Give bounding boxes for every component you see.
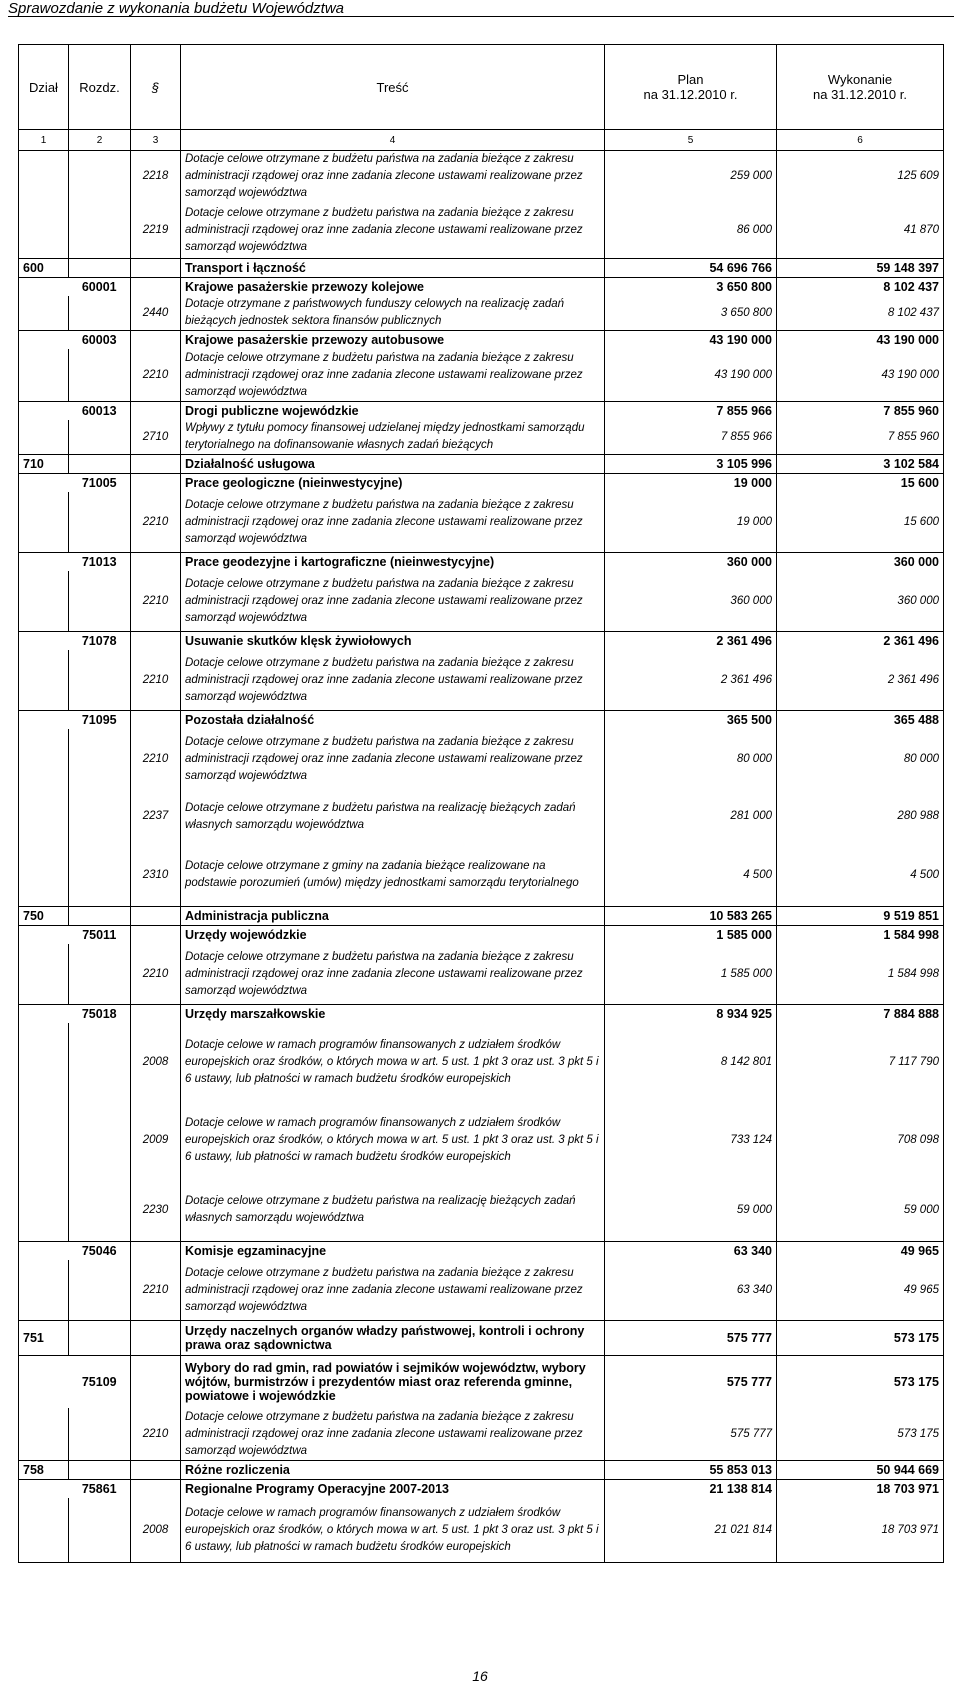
cell-paragraph (131, 278, 181, 297)
cell-plan: 63 340 (605, 1242, 777, 1261)
cell-plan: 360 000 (605, 571, 777, 632)
cell-tresc: Dotacje celowe otrzymane z budżetu państwa na zadania bieżące z zakresu administracji rządowej oraz inne zadania zlecone ustawami realizowane przez samorząd województwa (181, 492, 605, 553)
cell-dzial (19, 711, 69, 730)
table-row (19, 1408, 944, 1461)
table-row (19, 420, 944, 455)
cell-wykonanie: 1 584 998 (777, 926, 944, 945)
cell-rozdzial: 60001 (69, 278, 131, 297)
cell-plan: 2 361 496 (605, 632, 777, 651)
cell-dzial (19, 1242, 69, 1261)
cell-plan: 365 500 (605, 711, 777, 730)
cell-dzial (19, 729, 69, 789)
cell-tresc: Usuwanie skutków klęsk żywiołowych (181, 632, 605, 651)
cell-paragraph (131, 553, 181, 572)
cell-plan: 733 124 (605, 1101, 777, 1179)
cell-paragraph: 2210 (131, 349, 181, 402)
cell-dzial (19, 650, 69, 711)
cell-wykonanie: 8 102 437 (777, 278, 944, 297)
cell-tresc: Dotacje celowe w ramach programów finansowanych z udziałem środków europejskich oraz środków, o których mowa w art. 5 ust. 1 pkt 3 oraz ust. 3 pkt 5 i 6 ustawy, lub płatności w ramach budżetu środków europejskich (181, 1498, 605, 1563)
cell-plan: 55 853 013 (605, 1461, 777, 1480)
cell-tresc: Transport i łączność (181, 259, 605, 278)
cell-plan: 8 934 925 (605, 1005, 777, 1024)
cell-dzial: 758 (19, 1461, 69, 1480)
cell-plan: 8 142 801 (605, 1023, 777, 1101)
cell-plan: 3 105 996 (605, 455, 777, 474)
cell-paragraph: 2210 (131, 944, 181, 1005)
cell-paragraph (131, 402, 181, 421)
cell-paragraph (131, 455, 181, 474)
column-number: 3 (131, 130, 181, 151)
cell-plan: 21 138 814 (605, 1480, 777, 1499)
column-number-row (19, 130, 944, 151)
table-row (19, 402, 944, 421)
header-row (19, 45, 944, 130)
header-plan (605, 45, 777, 130)
table-row (19, 278, 944, 297)
table-row (19, 1005, 944, 1024)
cell-dzial (19, 420, 69, 455)
cell-tresc: Krajowe pasażerskie przewozy kolejowe (181, 278, 605, 297)
table-row (19, 296, 944, 331)
cell-plan: 19 000 (605, 474, 777, 493)
cell-wykonanie: 1 584 998 (777, 944, 944, 1005)
cell-dzial (19, 1023, 69, 1101)
cell-wykonanie: 50 944 669 (777, 1461, 944, 1480)
cell-paragraph: 2210 (131, 650, 181, 711)
column-number: 4 (181, 130, 605, 151)
column-number: 6 (777, 130, 944, 151)
cell-rozdzial (69, 420, 131, 455)
cell-rozdzial: 71078 (69, 632, 131, 651)
cell-dzial (19, 571, 69, 632)
cell-rozdzial (69, 492, 131, 553)
cell-tresc: Pozostała działalność (181, 711, 605, 730)
cell-rozdzial: 71013 (69, 553, 131, 572)
cell-tresc: Krajowe pasażerskie przewozy autobusowe (181, 331, 605, 350)
cell-tresc: Dotacje celowe otrzymane z budżetu państwa na realizację bieżących zadań własnych samorządu województwa (181, 1179, 605, 1242)
title-divider (8, 16, 954, 17)
cell-plan: 54 696 766 (605, 259, 777, 278)
cell-wykonanie: 125 609 (777, 151, 944, 203)
table-row (19, 907, 944, 926)
cell-tresc: Dotacje celowe w ramach programów finansowanych z udziałem środków europejskich oraz środków, o których mowa w art. 5 ust. 1 pkt 3 oraz ust. 3 pkt 5 i 6 ustawy, lub płatności w ramach budżetu środków europejskich (181, 1023, 605, 1101)
cell-paragraph: 2218 (131, 151, 181, 203)
table-row (19, 844, 944, 907)
cell-plan: 575 777 (605, 1408, 777, 1461)
table-row (19, 202, 944, 259)
table-row (19, 1242, 944, 1261)
cell-tresc: Wpływy z tytułu pomocy finansowej udzielanej między jednostkami samorządu terytorialnego na dofinansowanie własnych zadań bieżących (181, 420, 605, 455)
cell-plan: 59 000 (605, 1179, 777, 1242)
cell-paragraph (131, 331, 181, 350)
table-row (19, 711, 944, 730)
cell-rozdzial: 75011 (69, 926, 131, 945)
cell-dzial (19, 402, 69, 421)
header-wykonanie (777, 45, 944, 130)
cell-plan: 2 361 496 (605, 650, 777, 711)
cell-tresc: Dotacje celowe otrzymane z budżetu państwa na zadania bieżące z zakresu administracji rządowej oraz inne zadania zlecone ustawami realizowane przez samorząd województwa (181, 1260, 605, 1321)
table-row (19, 331, 944, 350)
table-row (19, 1101, 944, 1179)
header-dzial: Dział (19, 45, 69, 130)
cell-paragraph: 2008 (131, 1023, 181, 1101)
cell-dzial (19, 1260, 69, 1321)
cell-paragraph (131, 1356, 181, 1409)
document-title: Sprawozdanie z wykonania budżetu Województwa (8, 0, 345, 17)
cell-tresc: Administracja publiczna (181, 907, 605, 926)
cell-tresc: Dotacje celowe otrzymane z budżetu państwa na zadania bieżące z zakresu administracji rządowej oraz inne zadania zlecone ustawami realizowane przez samorząd województwa (181, 202, 605, 259)
cell-tresc: Dotacje celowe otrzymane z budżetu państwa na zadania bieżące z zakresu administracji rządowej oraz inne zadania zlecone ustawami realizowane przez samorząd województwa (181, 349, 605, 402)
cell-paragraph (131, 1461, 181, 1480)
cell-tresc: Działalność usługowa (181, 455, 605, 474)
cell-tresc: Prace geodezyjne i kartograficzne (nieinwestycyjne) (181, 553, 605, 572)
cell-wykonanie: 43 190 000 (777, 349, 944, 402)
cell-tresc: Komisje egzaminacyjne (181, 1242, 605, 1261)
cell-rozdzial (69, 1179, 131, 1242)
table-row (19, 1461, 944, 1480)
cell-paragraph (131, 1005, 181, 1024)
cell-rozdzial: 60013 (69, 402, 131, 421)
cell-plan: 86 000 (605, 202, 777, 259)
header-plan-label: Plan (677, 72, 704, 87)
cell-plan: 7 855 966 (605, 420, 777, 455)
cell-tresc: Dotacje celowe otrzymane z budżetu państwa na zadania bieżące z zakresu administracji rządowej oraz inne zadania zlecone ustawami realizowane przez samorząd województwa (181, 729, 605, 789)
cell-tresc: Dotacje celowe otrzymane z budżetu państwa na zadania bieżące z zakresu administracji rządowej oraz inne zadania zlecone ustawami realizowane przez samorząd województwa (181, 151, 605, 203)
cell-paragraph: 2210 (131, 571, 181, 632)
cell-rozdzial: 75046 (69, 1242, 131, 1261)
table-row (19, 1023, 944, 1101)
cell-wykonanie: 80 000 (777, 729, 944, 789)
table-row (19, 1260, 944, 1321)
cell-plan: 10 583 265 (605, 907, 777, 926)
cell-rozdzial (69, 259, 131, 278)
cell-rozdzial (69, 151, 131, 203)
cell-wykonanie: 280 988 (777, 789, 944, 844)
cell-paragraph (131, 711, 181, 730)
cell-tresc: Dotacje celowe otrzymane z budżetu państwa na realizację bieżących zadań własnych samorządu województwa (181, 789, 605, 844)
cell-paragraph: 2210 (131, 1408, 181, 1461)
cell-plan: 43 190 000 (605, 331, 777, 350)
cell-wykonanie: 573 175 (777, 1356, 944, 1409)
cell-paragraph (131, 907, 181, 926)
cell-tresc: Urzędy wojewódzkie (181, 926, 605, 945)
cell-rozdzial: 71005 (69, 474, 131, 493)
table-row (19, 1498, 944, 1563)
cell-paragraph (131, 259, 181, 278)
cell-tresc: Dotacje celowe w ramach programów finansowanych z udziałem środków europejskich oraz środków, o których mowa w art. 5 ust. 1 pkt 3 oraz ust. 3 pkt 5 i 6 ustawy, lub płatności w ramach budżetu środków europejskich (181, 1101, 605, 1179)
cell-rozdzial (69, 1498, 131, 1563)
cell-rozdzial (69, 650, 131, 711)
cell-rozdzial (69, 789, 131, 844)
cell-tresc: Dotacje celowe otrzymane z budżetu państwa na zadania bieżące z zakresu administracji rządowej oraz inne zadania zlecone ustawami realizowane przez samorząd województwa (181, 650, 605, 711)
cell-tresc: Regionalne Programy Operacyjne 2007-2013 (181, 1480, 605, 1499)
table-row (19, 1321, 944, 1356)
cell-plan: 80 000 (605, 729, 777, 789)
column-number: 2 (69, 130, 131, 151)
cell-paragraph (131, 632, 181, 651)
cell-paragraph: 2310 (131, 844, 181, 907)
cell-rozdzial: 60003 (69, 331, 131, 350)
cell-rozdzial (69, 944, 131, 1005)
cell-rozdzial: 75109 (69, 1356, 131, 1409)
cell-wykonanie: 360 000 (777, 553, 944, 572)
cell-wykonanie: 573 175 (777, 1408, 944, 1461)
cell-plan: 259 000 (605, 151, 777, 203)
column-number: 1 (19, 130, 69, 151)
cell-dzial (19, 1480, 69, 1499)
cell-wykonanie: 15 600 (777, 474, 944, 493)
table-row (19, 151, 944, 203)
cell-rozdzial (69, 1321, 131, 1356)
cell-wykonanie: 49 965 (777, 1242, 944, 1261)
cell-paragraph: 2210 (131, 729, 181, 789)
cell-plan: 4 500 (605, 844, 777, 907)
cell-wykonanie: 9 519 851 (777, 907, 944, 926)
table-row (19, 455, 944, 474)
cell-rozdzial (69, 349, 131, 402)
cell-dzial (19, 944, 69, 1005)
table-row (19, 349, 944, 402)
table-row (19, 474, 944, 493)
cell-plan: 281 000 (605, 789, 777, 844)
budget-table (18, 44, 944, 1563)
cell-dzial (19, 151, 69, 203)
cell-wykonanie: 2 361 496 (777, 650, 944, 711)
table-row (19, 553, 944, 572)
table-row (19, 632, 944, 651)
column-number: 5 (605, 130, 777, 151)
cell-paragraph: 2210 (131, 1260, 181, 1321)
cell-plan: 7 855 966 (605, 402, 777, 421)
cell-tresc: Drogi publiczne wojewódzkie (181, 402, 605, 421)
cell-dzial (19, 296, 69, 331)
cell-dzial (19, 926, 69, 945)
cell-rozdzial: 71095 (69, 711, 131, 730)
cell-tresc: Urzędy naczelnych organów władzy państwowej, kontroli i ochrony prawa oraz sądownictwa (181, 1321, 605, 1356)
table-row (19, 1179, 944, 1242)
cell-tresc: Dotacje celowe otrzymane z gminy na zadania bieżące realizowane na podstawie porozumień (umów) między jednostkami samorządu terytorialnego (181, 844, 605, 907)
header-wykonanie-label: Wykonanie (827, 72, 893, 87)
cell-wykonanie: 7 117 790 (777, 1023, 944, 1101)
table-row (19, 944, 944, 1005)
cell-wykonanie: 7 855 960 (777, 402, 944, 421)
table-row (19, 1356, 944, 1409)
header-plan-date: na 31.12.2010 r. (643, 87, 738, 102)
cell-wykonanie: 3 102 584 (777, 455, 944, 474)
cell-dzial: 751 (19, 1321, 69, 1356)
cell-dzial: 710 (19, 455, 69, 474)
cell-rozdzial (69, 729, 131, 789)
cell-paragraph (131, 926, 181, 945)
cell-paragraph (131, 474, 181, 493)
cell-plan: 19 000 (605, 492, 777, 553)
cell-rozdzial (69, 1101, 131, 1179)
cell-wykonanie: 41 870 (777, 202, 944, 259)
cell-plan: 1 585 000 (605, 926, 777, 945)
cell-dzial (19, 278, 69, 297)
cell-rozdzial (69, 1461, 131, 1480)
page-number: 16 (472, 1668, 488, 1684)
table-row (19, 1480, 944, 1499)
header-wykonanie-date: na 31.12.2010 r. (813, 87, 907, 102)
cell-wykonanie: 18 703 971 (777, 1498, 944, 1563)
cell-rozdzial (69, 1023, 131, 1101)
cell-rozdzial: 75018 (69, 1005, 131, 1024)
cell-plan: 21 021 814 (605, 1498, 777, 1563)
table-row (19, 259, 944, 278)
cell-rozdzial (69, 844, 131, 907)
cell-tresc: Dotacje celowe otrzymane z budżetu państwa na zadania bieżące z zakresu administracji rządowej oraz inne zadania zlecone ustawami realizowane przez samorząd województwa (181, 1408, 605, 1461)
cell-rozdzial (69, 571, 131, 632)
cell-dzial (19, 1408, 69, 1461)
cell-dzial (19, 1179, 69, 1242)
cell-dzial (19, 1005, 69, 1024)
cell-wykonanie: 708 098 (777, 1101, 944, 1179)
cell-wykonanie: 4 500 (777, 844, 944, 907)
cell-dzial (19, 492, 69, 553)
cell-dzial: 600 (19, 259, 69, 278)
cell-paragraph: 2219 (131, 202, 181, 259)
cell-dzial (19, 474, 69, 493)
cell-plan: 575 777 (605, 1321, 777, 1356)
table-row (19, 492, 944, 553)
table-row (19, 571, 944, 632)
table-row (19, 729, 944, 789)
cell-plan: 3 650 800 (605, 296, 777, 331)
cell-tresc: Urzędy marszałkowskie (181, 1005, 605, 1024)
cell-dzial (19, 789, 69, 844)
cell-tresc: Wybory do rad gmin, rad powiatów i sejmików województw, wybory wójtów, burmistrzów i prezydentów miast oraz referenda gminne, powiatowe i wojewódzkie (181, 1356, 605, 1409)
header-rozdz: Rozdz. (69, 45, 131, 130)
cell-dzial (19, 1498, 69, 1563)
cell-wykonanie: 2 361 496 (777, 632, 944, 651)
header-paragraph: § (131, 45, 181, 130)
table-row (19, 926, 944, 945)
budget-rows (19, 151, 944, 1563)
cell-wykonanie: 573 175 (777, 1321, 944, 1356)
cell-dzial (19, 844, 69, 907)
cell-wykonanie: 8 102 437 (777, 296, 944, 331)
cell-plan: 43 190 000 (605, 349, 777, 402)
cell-plan: 3 650 800 (605, 278, 777, 297)
cell-dzial (19, 202, 69, 259)
cell-tresc: Dotacje celowe otrzymane z budżetu państwa na zadania bieżące z zakresu administracji rządowej oraz inne zadania zlecone ustawami realizowane przez samorząd województwa (181, 571, 605, 632)
cell-dzial (19, 331, 69, 350)
cell-wykonanie: 49 965 (777, 1260, 944, 1321)
cell-paragraph (131, 1480, 181, 1499)
cell-paragraph: 2237 (131, 789, 181, 844)
cell-tresc: Różne rozliczenia (181, 1461, 605, 1480)
cell-tresc: Dotacje otrzymane z państwowych funduszy celowych na realizację zadań bieżących jednostek sektora finansów publicznych (181, 296, 605, 331)
cell-rozdzial (69, 1408, 131, 1461)
cell-paragraph: 2440 (131, 296, 181, 331)
cell-wykonanie: 360 000 (777, 571, 944, 632)
cell-paragraph: 2210 (131, 492, 181, 553)
cell-rozdzial (69, 202, 131, 259)
table-row (19, 650, 944, 711)
cell-rozdzial (69, 455, 131, 474)
cell-dzial (19, 553, 69, 572)
cell-rozdzial: 75861 (69, 1480, 131, 1499)
cell-plan: 360 000 (605, 553, 777, 572)
cell-paragraph (131, 1242, 181, 1261)
cell-dzial (19, 1101, 69, 1179)
cell-tresc: Dotacje celowe otrzymane z budżetu państwa na zadania bieżące z zakresu administracji rządowej oraz inne zadania zlecone ustawami realizowane przez samorząd województwa (181, 944, 605, 1005)
cell-dzial (19, 349, 69, 402)
header-tresc: Treść (181, 45, 605, 130)
cell-wykonanie: 365 488 (777, 711, 944, 730)
cell-wykonanie: 59 000 (777, 1179, 944, 1242)
cell-plan: 1 585 000 (605, 944, 777, 1005)
cell-wykonanie: 18 703 971 (777, 1480, 944, 1499)
cell-rozdzial (69, 907, 131, 926)
cell-wykonanie: 43 190 000 (777, 331, 944, 350)
cell-paragraph: 2008 (131, 1498, 181, 1563)
table-row (19, 789, 944, 844)
cell-dzial (19, 632, 69, 651)
cell-plan: 575 777 (605, 1356, 777, 1409)
cell-wykonanie: 59 148 397 (777, 259, 944, 278)
cell-plan: 63 340 (605, 1260, 777, 1321)
cell-tresc: Prace geologiczne (nieinwestycyjne) (181, 474, 605, 493)
cell-paragraph: 2009 (131, 1101, 181, 1179)
cell-rozdzial (69, 1260, 131, 1321)
cell-wykonanie: 15 600 (777, 492, 944, 553)
cell-paragraph: 2230 (131, 1179, 181, 1242)
cell-dzial: 750 (19, 907, 69, 926)
cell-paragraph (131, 1321, 181, 1356)
cell-wykonanie: 7 884 888 (777, 1005, 944, 1024)
cell-rozdzial (69, 296, 131, 331)
cell-wykonanie: 7 855 960 (777, 420, 944, 455)
cell-dzial (19, 1356, 69, 1409)
cell-paragraph: 2710 (131, 420, 181, 455)
